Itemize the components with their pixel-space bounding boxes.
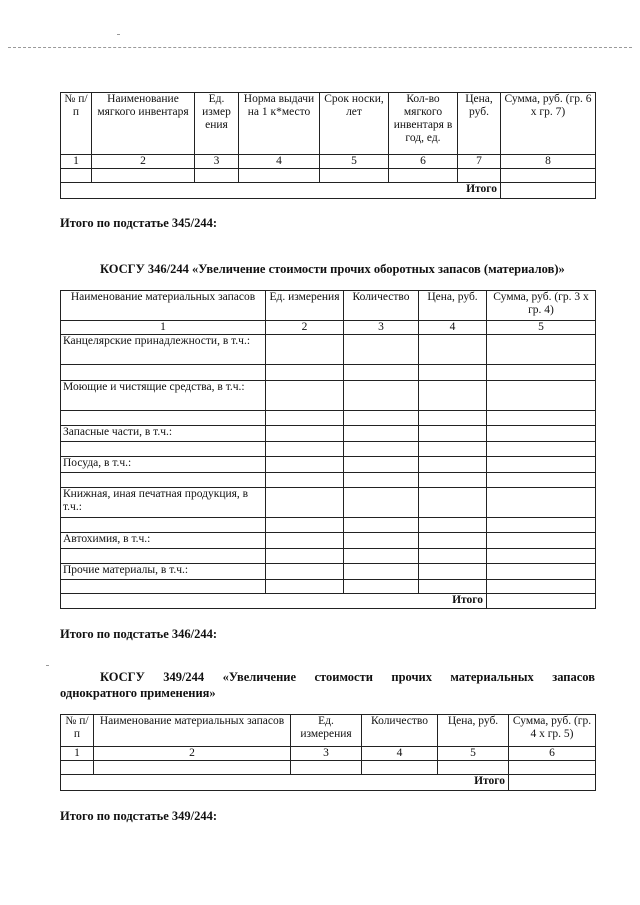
subtotal-349: Итого по подстатье 349/244: — [60, 809, 218, 823]
category-printed-products: Книжная, иная печатная продукция, в т.ч.: — [61, 488, 266, 518]
col-number: 4 — [239, 155, 320, 169]
column-number-row — [61, 155, 596, 169]
col-header-unit: Ед. измерения — [266, 291, 344, 321]
col-header-sum: Сумма, руб. (гр. 3 х гр. 4) — [487, 291, 596, 321]
col-header-unit: Ед. измер ения — [195, 93, 239, 155]
total-label: Итого — [61, 594, 487, 609]
column-number-row — [61, 321, 596, 335]
col-number: 3 — [344, 321, 419, 335]
category-row — [61, 335, 596, 365]
table-row — [61, 169, 596, 183]
total-value-cell — [509, 775, 596, 791]
materials-table — [60, 290, 596, 609]
col-number: 7 — [458, 155, 501, 169]
total-value-cell — [501, 183, 596, 199]
table-header-row — [61, 291, 596, 321]
col-number: 5 — [320, 155, 389, 169]
column-number-row — [61, 747, 596, 761]
total-row — [61, 775, 596, 791]
table-header-row — [61, 715, 596, 747]
total-label: Итого — [61, 183, 501, 199]
col-number: 6 — [509, 747, 596, 761]
col-number: 5 — [487, 321, 596, 335]
section-heading-349-line1: КОСГУ 349/244 «Увеличение стоимости прочих материальных запасов — [100, 670, 595, 684]
total-value-cell — [487, 594, 596, 609]
col-number: 6 — [389, 155, 458, 169]
table-header-row — [61, 93, 596, 155]
table-row — [61, 549, 596, 564]
scan-speck — [46, 665, 49, 666]
category-row — [61, 564, 596, 580]
col-header-norm: Норма выдачи на 1 к*место — [239, 93, 320, 155]
col-header-sum: Сумма, руб. (гр. 6 х гр. 7) — [501, 93, 596, 155]
col-header-sum: Сумма, руб. (гр. 4 х гр. 5) — [509, 715, 596, 747]
col-number: 3 — [195, 155, 239, 169]
scan-speck — [117, 34, 120, 35]
subtotal-345: Итого по подстатье 345/244: — [60, 216, 218, 230]
col-number: 8 — [501, 155, 596, 169]
col-header-unit: Ед. измерения — [291, 715, 362, 747]
col-number: 3 — [291, 747, 362, 761]
col-header-quantity: Количество — [344, 291, 419, 321]
col-header-price: Цена, руб. — [458, 93, 501, 155]
subtotal-346: Итого по подстатье 346/244: — [60, 627, 218, 641]
col-number: 1 — [61, 321, 266, 335]
table-row — [61, 411, 596, 426]
table-row — [61, 518, 596, 533]
table-row — [61, 580, 596, 594]
category-spare-parts: Запасные части, в т.ч.: — [61, 426, 266, 442]
col-number: 1 — [61, 747, 94, 761]
col-header-price: Цена, руб. — [419, 291, 487, 321]
category-other-materials: Прочие материалы, в т.ч.: — [61, 564, 266, 580]
category-row — [61, 426, 596, 442]
col-header-name: Наименование материальных запасов — [61, 291, 266, 321]
col-number: 4 — [419, 321, 487, 335]
col-number: 2 — [92, 155, 195, 169]
col-header-number: № п/п — [61, 93, 92, 155]
col-header-number: № п/п — [61, 715, 94, 747]
category-autochemistry: Автохимия, в т.ч.: — [61, 533, 266, 549]
single-use-materials-table — [60, 714, 596, 791]
total-row — [61, 183, 596, 199]
col-number: 2 — [266, 321, 344, 335]
col-header-quantity: Кол-во мягкого инвентаря в год, ед. — [389, 93, 458, 155]
category-row — [61, 533, 596, 549]
col-header-name: Наименование мягкого инвентаря — [92, 93, 195, 155]
table-row — [61, 442, 596, 457]
col-header-name: Наименование материальных запасов — [94, 715, 291, 747]
category-row — [61, 488, 596, 518]
col-number: 2 — [94, 747, 291, 761]
total-label: Итого — [61, 775, 509, 791]
col-header-price: Цена, руб. — [438, 715, 509, 747]
section-heading-349-line2: однократного применения» — [60, 686, 216, 700]
page-top-cut-line — [8, 47, 632, 48]
soft-inventory-table — [60, 92, 596, 199]
col-header-wear-term: Срок носки, лет — [320, 93, 389, 155]
category-tableware: Посуда, в т.ч.: — [61, 457, 266, 473]
table-row — [61, 761, 596, 775]
total-row — [61, 594, 596, 609]
col-header-quantity: Количество — [362, 715, 438, 747]
table-row — [61, 365, 596, 381]
col-number: 1 — [61, 155, 92, 169]
table-row — [61, 473, 596, 488]
col-number: 4 — [362, 747, 438, 761]
category-row — [61, 381, 596, 411]
category-cleaning-supplies: Моющие и чистящие средства, в т.ч.: — [61, 381, 266, 411]
category-row — [61, 457, 596, 473]
col-number: 5 — [438, 747, 509, 761]
section-heading-346: КОСГУ 346/244 «Увеличение стоимости прочих оборотных запасов (материалов)» — [100, 262, 565, 276]
category-office-supplies: Канцелярские принадлежности, в т.ч.: — [61, 335, 266, 365]
